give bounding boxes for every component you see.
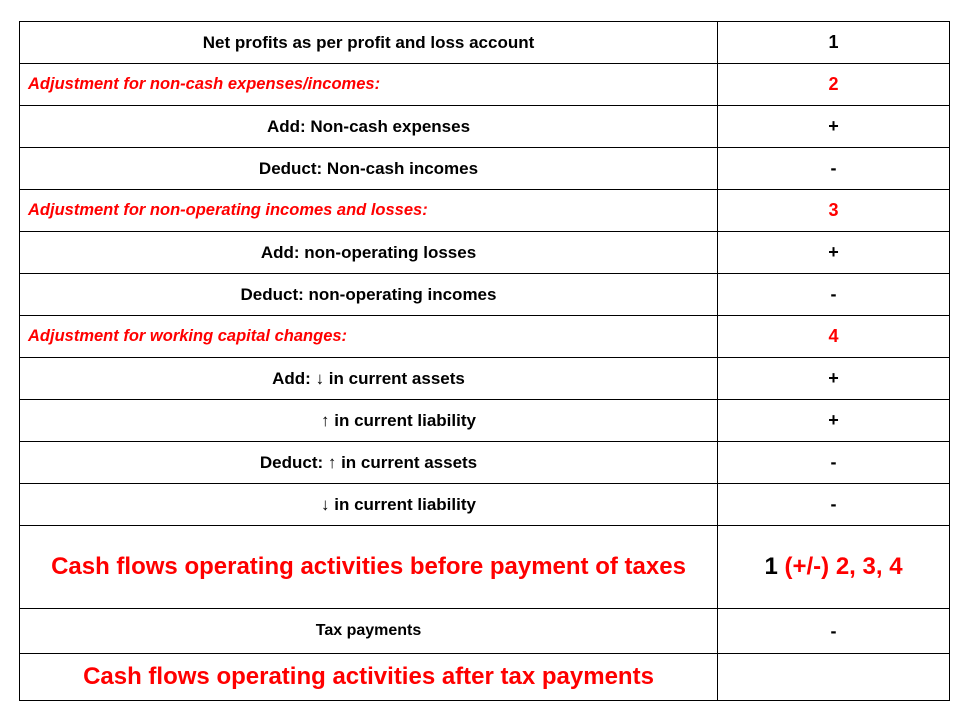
row-label	[20, 400, 718, 442]
row-label-text: ↑ in current liability	[321, 410, 476, 430]
row-value: -	[718, 274, 950, 316]
row-label: Net profits as per profit and loss account	[20, 22, 718, 64]
cash-flow-sheet	[19, 21, 949, 701]
formula-base: 1	[764, 553, 778, 580]
table-row	[20, 190, 950, 232]
row-value: +	[718, 232, 950, 274]
row-label	[20, 484, 718, 526]
formula-items: 2, 3, 4	[835, 553, 903, 580]
section-heading-nonoperating: Adjustment for non-operating incomes and losses:	[20, 190, 718, 232]
row-label-text: ↓ in current liability	[321, 494, 476, 514]
section-number: 3	[718, 190, 950, 232]
total-label: Cash flows operating activities after tax payments	[20, 654, 718, 701]
row-label: Add: Non-cash expenses	[20, 106, 718, 148]
section-number: 4	[718, 316, 950, 358]
row-label: Deduct: ↑ in current assets	[20, 442, 718, 484]
row-value: -	[718, 148, 950, 190]
table-row	[20, 358, 950, 400]
row-label: Add: non-operating losses	[20, 232, 718, 274]
section-heading-noncash: Adjustment for non-cash expenses/incomes:	[20, 64, 718, 106]
table-row	[20, 654, 950, 701]
table-row	[20, 609, 950, 654]
table-row	[20, 316, 950, 358]
section-heading-working-capital: Adjustment for working capital changes:	[20, 316, 718, 358]
row-value: 1	[718, 22, 950, 64]
table-row	[20, 400, 950, 442]
cash-flow-table	[19, 21, 950, 701]
row-value: -	[718, 442, 950, 484]
row-value: -	[718, 484, 950, 526]
row-value: +	[718, 106, 950, 148]
table-row	[20, 526, 950, 609]
table-row	[20, 106, 950, 148]
row-label: Add: ↓ in current assets	[20, 358, 718, 400]
row-label: Tax payments	[20, 609, 718, 654]
table-row	[20, 64, 950, 106]
row-value: +	[718, 358, 950, 400]
table-row	[20, 484, 950, 526]
table-row	[20, 274, 950, 316]
table-row	[20, 232, 950, 274]
subtotal-formula	[718, 526, 950, 609]
row-label: Deduct: non-operating incomes	[20, 274, 718, 316]
total-value	[718, 654, 950, 701]
row-label: Deduct: Non-cash incomes	[20, 148, 718, 190]
table-row	[20, 22, 950, 64]
formula-operator: (+/-)	[784, 553, 830, 580]
table-row	[20, 442, 950, 484]
section-number: 2	[718, 64, 950, 106]
row-value: +	[718, 400, 950, 442]
row-value: -	[718, 609, 950, 654]
subtotal-label: Cash flows operating activities before payment of taxes	[20, 526, 718, 609]
table-row	[20, 148, 950, 190]
